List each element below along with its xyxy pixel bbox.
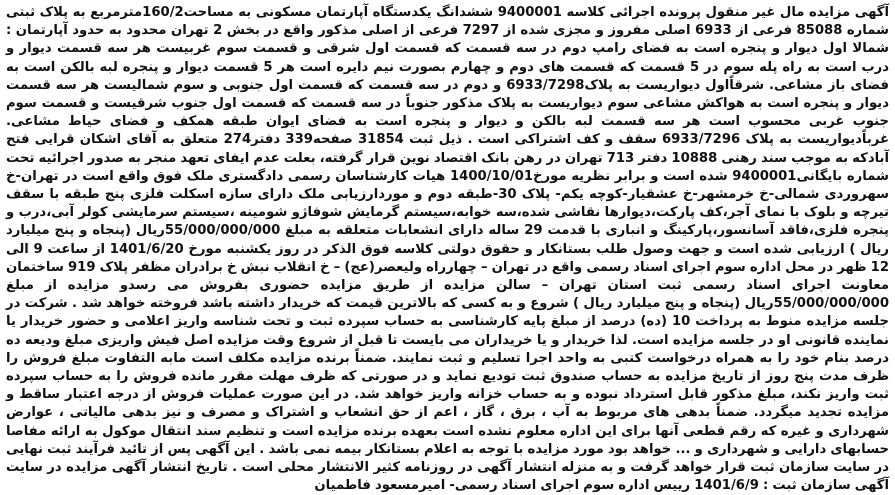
auction-notice-text: آگهی مزایده مال غیر منقول پرونده اجرائی کلاسه 9400001 ششدانگ یکدستگاه آپارتمان مسکونی به مساحت160/2مترمربع به پلاک ثبتی شماره 85088 فرعی از 6933 اصلی مفروز و مجزی شده از 7297 فرعی از اصلی مذکور واقع در بخش 2 تهران محدود به حدود آپارتمان : شمالا اول دیوار و پنجره است به فضای رامپ دوم در سه قسمت که قسمت اول شرقی و قسمت سوم غربیست هر سه قسمت دیوار و درب است به راه پله سوم در 5 قسمت که قسمت های دوم و چهارم بصورت نیم دایره است هر 5 قسمت دیوار و پنجره لبه بالکن است به فضای باز مشاعی. شرقاًاول دیواریست به پلاک6933/7298 و دوم در سه قسمت که قسمت اول جنوبی و سوم شمالیست هر سه قسمت دیوار و پنجره است به هواکش مشاعی سوم دیواریست به پلاک مذکور جنوباً در سه قسمت که قسمت اول جنوب شرقیست و قسمت سوم جنوب غربی محسوب است هر سه قسمت لبه بالکن و دیوار و پنجره است به فضای ایوان طبقه همکف و فضای حیاط مشاعی. غرباًدیواریست به پلاک 6933/7296 سقف و کف اشتراکی است . ذیل ثبت 31854 صفحه339 دفتر274 متعلق به آقای اشکان قرایی فتح آبادکه به موجب سند رهنی 10888 دفتر 713 تهران در رهن بانک اقتصاد نوین قرار گرفته، بعلت عدم ایفای تعهد منجر به صدور اجرائیه تحت شماره بایگانی9400001 شده است و برابر نظریه مورخ1400/10/01 هیات کارشناسان رسمی دادگستری ملک فوق واقع است در تهران-خ سهروردی شمالی-خ خرمشهر-خ عشقیار-کوچه یکم- پلاک 30-طبقه دوم و موردارزیابی ملک دارای سازه اسکلت فلزی پنج طبقه با سقف تیرچه و بلوک با نمای آجر،کف پارکت،دیوارها نقاشی شده،سه خوابه،سیستم گرمایش شوفاژو شومینه ،سیستم سرمایشی کولر آبی،درب و پنجره فلزی،فاقد آسانسور،پارکینگ و انباری با قدمت 29 ساله دارای انشعابات متعلقه به مبلغ 55/000/000/000ریال (پنجاه و پنج میلیارد ریال ) ارزیابی شده است و جهت وصول طلب بستانکار و حقوق دولتی کلاسه فوق الذکر در روز یکشنبه مورخ 1401/6/20 از ساعت 9 الی 12 ظهر در محل اداره سوم اجرای اسناد رسمی واقع در تهران – چهارراه ولیعصر(عج) – خ انقلاب نبش خ برادران مظفر پلاک 919 ساختمان معاونت اجرای اسناد رسمی ثبت استان تهران – سالن مزایده از طریق مزایده حضوری بفروش می رسدو مزایده از مبلغ 55/000/000/000ریال (پنجاه و پنج میلیارد ریال ) شروع و به کسی که بالاترین قیمت که خریدار داشته باشد فروخته خواهد شد . شرکت در جلسه مزایده منوط به پرداخت 10 (ده) درصد از مبلغ پایه کارشناسی به حساب سپرده ثبت و تحت شناسه واریز اعلامی و حضور خریدار یا نماینده قانونی او در جلسه مزایده است. لذا خریدار و یا خریداران می بایست تا قبل از شروع وقت مزایده اصل فیش واریزی مبلغ ودیعه ده درصد بنام خود را به همراه درخواست کتبی به واحد اجرا تسلیم و ثبت نمایند. ضمناً برنده مزایده مکلف است مابه التفاوت مبلغ فروش را ظرف مدت پنج روز از تاریخ مزایده به حساب صندوق ثبت تودیع نماید و در صورتی که ظرف مهلت مقرر مانده فروش را به حساب سپرده ثبت واریز نکند، مبلغ مذکور قابل استرداد نبوده و به حساب خزانه واریز خواهد شد. در این صورت عملیات فروش از درجه اعتبار ساقط و مزایده تجدید میگردد. ضمناً بدهی های مربوط به آب ، برق ، گاز ، اعم از حق انشعاب و اشتراک و مصرف و نیز بدهی مالیاتی ، عوارض شهرداری و غیره که رقم قطعی آنها برای این اداره معلوم نشده است بعهده برنده مزایده است و تنظیم سند انتقال موکول به ارائه مفاصا حسابهای دارایی و شهرداری و ... خواهد بود مورد مزایده با توجه به اعلام بستانکار بیمه نمی باشد . این آگهی پس از تائید فرآیند ثبت نهایی در سایت سازمان ثبت قرار خواهد گرفت و به منزله انتشار آگهی در روزنامه کثیر الانتشار محلی است . تاریخ انتشار آگهی مزایده در سایت آگهی سازمان ثبت : 1401/6/9 رییس اداره سوم اجرای اسناد رسمی- امیرمسعود فاطمیان (6, 5, 890, 494)
